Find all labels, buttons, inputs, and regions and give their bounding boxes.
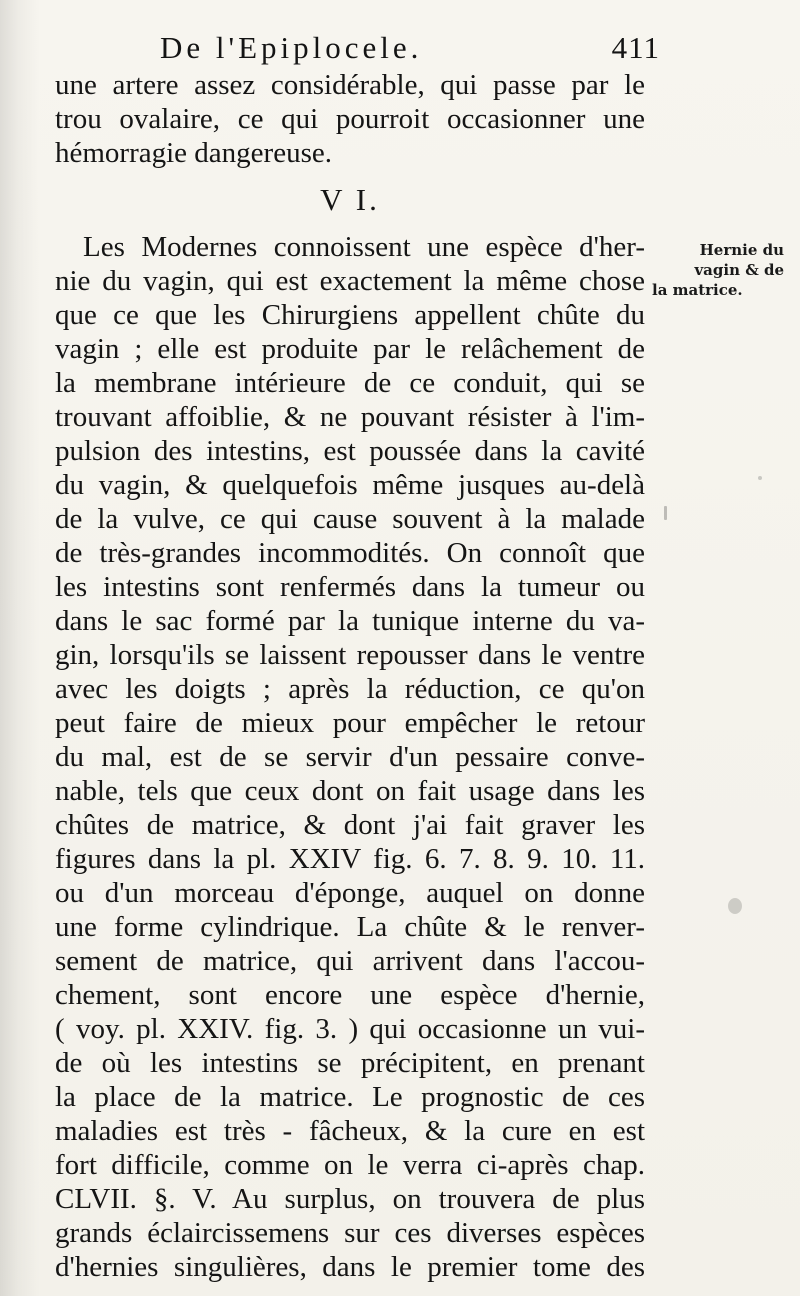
text-line: fort difficile, comme on le verra ci-après chap. [55,1149,645,1181]
text-line: chûtes de matrice, & dont j'ai fait graver les [55,809,645,841]
text-line: de où les intestins se précipitent, en prenant [55,1047,645,1079]
ink-speck [728,898,742,914]
text-line: figures dans la pl. XXIV fig. 6. 7. 8. 9. 10. 11. [55,843,645,875]
text-line: grands éclaircissemens sur ces diverses espèces [55,1217,645,1249]
text-line: CLVII. §. V. Au surplus, on trouvera de plus [55,1183,645,1215]
text-line: du vagin, & quelquefois même jusques au-delà [55,469,645,501]
margin-note [652,240,784,300]
text-line: maladies est très - fâcheux, & la cure en est [55,1115,645,1147]
text-line: que ce que les Chirurgiens appellent chûte du [55,299,645,331]
text-line: une artere assez considérable, qui passe par le [55,69,645,101]
ink-speck [758,476,762,480]
text-line: Les Modernes connoissent une espèce d'her- [83,231,645,263]
text-line: peut faire de mieux pour empêcher le retour [55,707,645,739]
text-line: nie du vagin, qui est exactement la même chose [55,265,645,297]
text-line: une forme cylindrique. La chûte & le renver- [55,911,645,943]
text-line: d'hernies singulières, dans le premier tome des [55,1251,645,1283]
text-line: nable, tels que ceux dont on fait usage dans les [55,775,645,807]
section-heading: V I. [320,182,380,217]
text-line: ( voy. pl. XXIV. fig. 3. ) qui occasionne un vui- [55,1013,645,1045]
text-line: chement, sont encore une espèce d'hernie, [55,979,645,1011]
text-line: gin, lorsqu'ils se laissent repousser dans le ventre [55,639,645,671]
text-line: de très-grandes incommodités. On connoît que [55,537,645,569]
text-line: la membrane intérieure de ce conduit, qui se [55,367,645,399]
text-line: ou d'un morceau d'éponge, auquel on donne [55,877,645,909]
text-line: sement de matrice, qui arrivent dans l'accou- [55,945,645,977]
running-head [140,30,660,72]
text-line: pulsion des intestins, est poussée dans la cavité [55,435,645,467]
text-line: les intestins sont renfermés dans la tumeur ou [55,571,645,603]
text-line: trouvant affoiblie, & ne pouvant résister à l'im- [55,401,645,433]
ink-speck [664,506,667,520]
margin-note-line: la matrice. [652,281,743,299]
text-line: avec les doigts ; après la réduction, ce qu'on [55,673,645,705]
page-number: 411 [611,30,660,65]
text-line: de la vulve, ce qui cause souvent à la malade [55,503,645,535]
margin-note-line: vagin & de [694,261,784,279]
text-line: dans le sac formé par la tunique interne du va- [55,605,645,637]
text-line: vagin ; elle est produite par le relâchement de [55,333,645,365]
text-line: trou ovalaire, ce qui pourroit occasionner une [55,103,645,135]
main-text-block [55,68,645,1284]
text-line: la place de la matrice. Le prognostic de ces [55,1081,645,1113]
text-line: hémorragie dangereuse. [55,137,332,169]
margin-note-line: Hernie du [699,241,784,259]
running-head-title: De l'Epiplocele. [160,30,423,65]
text-line: du mal, est de se servir d'un pessaire conve- [55,741,645,773]
